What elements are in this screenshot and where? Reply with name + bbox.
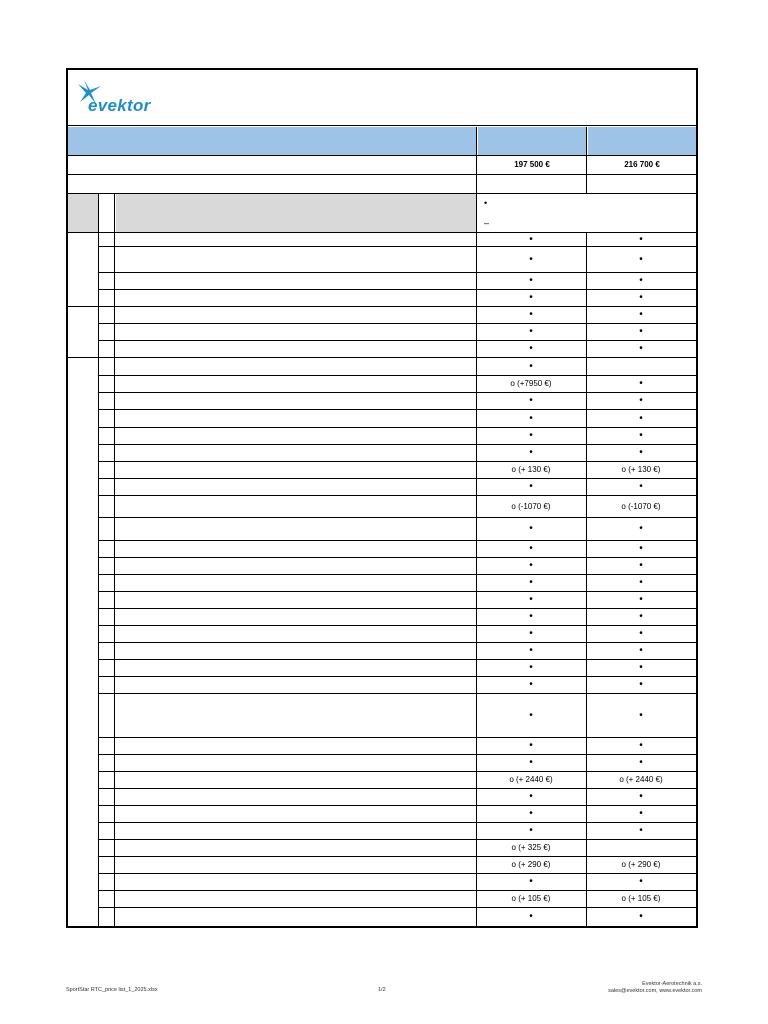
cell-model-a: • [529,611,533,622]
cell-model-a: • [529,481,533,492]
cell-model-b: o (+ 105 €) [621,894,661,903]
footer-company: Evektor-Aerotechnik a.s. [642,981,702,987]
cell-model-a: • [529,577,533,588]
cell-model-a: • [529,412,533,424]
cell-model-b: • [639,662,643,673]
cell-model-a: • [529,309,533,320]
cell-model-a: o (+ 325 €) [511,843,551,852]
cell-model-a: • [529,740,533,751]
cell-model-a: • [529,662,533,673]
cell-model-b: • [639,825,643,836]
price-list-sheet [66,68,698,928]
cell-model-a: • [529,911,533,922]
cell-model-a: • [529,360,533,372]
cell-model-a: • [529,523,533,534]
cell-model-b: o (+ 130 €) [621,465,661,474]
cell-model-b: • [639,447,643,458]
cell-model-b: • [639,577,643,588]
cell-model-b: • [639,808,643,819]
cell-model-a: • [529,343,533,354]
price-model-a: 197 500 € [514,160,550,169]
cell-model-b: • [639,395,643,406]
cell-model-b: • [639,343,643,354]
cell-model-a: • [529,757,533,768]
cell-model-b: • [639,292,643,303]
cell-model-a: o (+ 2440 €) [509,775,553,784]
header-bar-model-a [478,127,586,155]
cell-model-b: • [639,430,643,441]
cell-model-a: o (+ 105 €) [511,894,551,903]
cell-model-b: • [639,757,643,768]
cell-model-b: • [639,628,643,639]
cell-model-a: • [529,253,533,265]
company-logo-text: evektor [88,96,151,115]
cell-model-b: • [639,275,643,286]
header-bar-model-b [588,127,696,155]
header-bottom-line [68,155,696,156]
cell-model-b [586,357,696,375]
cell-model-a: o (+ 290 €) [511,860,551,869]
cell-model-a: • [529,292,533,303]
cell-model-a: • [529,876,533,887]
logo-area [68,70,696,126]
footer-page-number: 1/2 [378,987,386,993]
cell-model-b: • [639,791,643,802]
cell-model-b: • [639,679,643,690]
cell-model-b: • [639,740,643,751]
cell-model-a: • [529,543,533,554]
price-row-line [68,174,696,175]
cell-model-b: • [639,709,643,721]
cell-model-b: • [639,412,643,424]
cell-model-b: o (+ 290 €) [621,860,661,869]
cell-model-a: • [529,447,533,458]
cell-model-b: • [639,876,643,887]
header-bar-description [68,127,476,155]
cell-model-a: • [529,275,533,286]
cell-model-a: • [529,628,533,639]
col-divider [586,127,587,193]
index-col-divider [114,193,115,926]
cell-model-a: • [529,808,533,819]
legend-included: • [484,198,488,208]
cell-model-a: • [529,326,533,337]
price-model-b: 216 700 € [624,160,660,169]
cell-model-a: o (+ 130 €) [511,465,551,474]
cell-model-a: • [529,395,533,406]
group-header-cell [68,194,98,232]
footer-filename: SportStar RTC_price list_1_2025.xlsx [66,987,158,993]
legend-not-available: – [484,218,490,228]
cell-model-a: o (+7950 €) [510,379,552,388]
cell-model-a: • [529,560,533,571]
cell-model-a: • [529,709,533,721]
cell-model-b: • [639,233,643,245]
cell-model-b: • [639,253,643,265]
cell-model-b: • [639,309,643,320]
cell-model-b: • [639,523,643,534]
group-col-divider [98,193,99,926]
cell-model-a: • [529,594,533,605]
cell-model-a: o (-1070 €) [511,501,551,511]
cell-model-b [586,839,696,856]
cell-model-a: • [529,825,533,836]
cell-model-b: • [639,543,643,554]
cell-model-b: • [639,560,643,571]
cell-model-b: • [639,594,643,605]
cell-model-a: • [529,791,533,802]
cell-model-b: o (-1070 €) [621,501,661,511]
cell-model-b: • [639,378,643,389]
cell-model-a: • [529,233,533,245]
item-header-cell [116,194,476,232]
cell-model-b: o (+ 2440 €) [619,775,663,784]
col-divider [476,127,477,193]
cell-model-b: • [639,611,643,622]
cell-model-b: • [639,326,643,337]
cell-model-b: • [639,911,643,922]
cell-model-b: • [639,481,643,492]
blank-row-line [68,193,696,194]
cell-model-a: • [529,430,533,441]
cell-model-b: • [639,645,643,656]
cell-model-a: • [529,679,533,690]
cell-model-a: • [529,645,533,656]
footer-contact: sales@evektor.com, www.evektor.com [608,988,702,994]
